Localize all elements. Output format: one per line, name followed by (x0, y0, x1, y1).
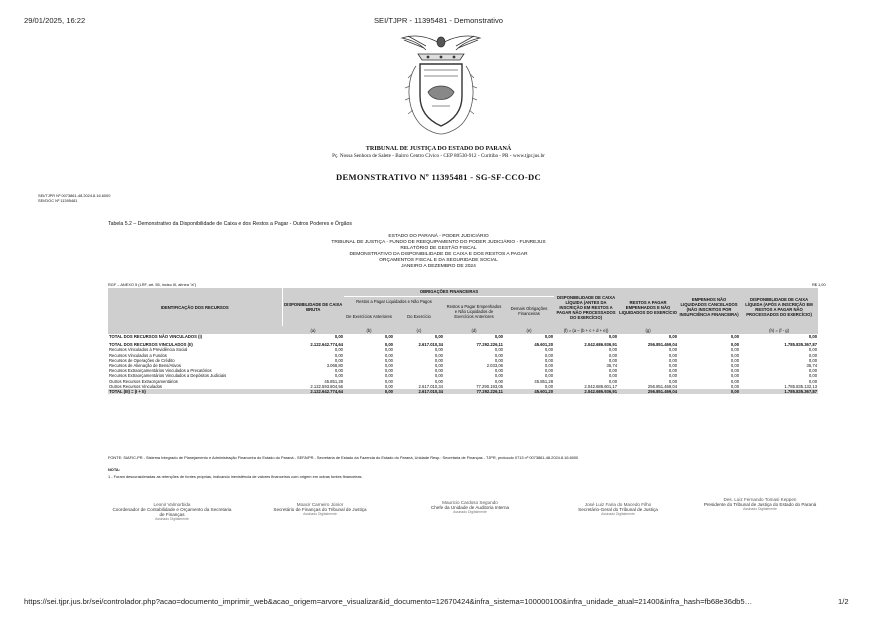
row-value: 0,00 (384, 389, 393, 395)
row-value: 0,00 (544, 363, 554, 369)
row-value: 0,00 (494, 378, 503, 384)
row-value: 0,00 (384, 368, 393, 374)
print-page-title: SEI/TJPR - 11395481 - Demonstrativo (373, 16, 503, 25)
table-row (108, 334, 818, 341)
row-value: 0,00 (730, 389, 740, 395)
row-value: 0,00 (494, 347, 503, 353)
col-code: (e) (504, 326, 554, 334)
col-header-obligations: OBRIGAÇÕES FINANCEIRAS (344, 288, 554, 296)
row-value: 0,00 (668, 373, 678, 379)
row-value: 0,00 (494, 357, 503, 363)
col-header-prev-years: De Exercícios Anteriores (344, 306, 394, 326)
row-value: 0,00 (668, 363, 678, 369)
row-value: 0,00 (384, 352, 393, 358)
col-header-other-obligations: Demais Obrigações Financeiras (504, 296, 554, 326)
coat-of-arms-emblem (398, 30, 484, 142)
row-value: 0,00 (668, 357, 678, 363)
row-value: 0,00 (544, 334, 554, 339)
report-header-line: TRIBUNAL DE JUSTIÇA - FUNDO DE REEQUIPAMENTO DO PODER JUDICIÁRIO - FUNREJUS (331, 240, 546, 245)
row-value: 0,00 (808, 357, 818, 363)
report-header-line: ESTADO DO PARANÁ - PODER JUDICIÁRIO (388, 234, 489, 239)
signatory-role: Secretário de Finanças do Tribunal de Justiça (273, 507, 367, 512)
signature-block (410, 500, 530, 514)
row-value: 0,00 (544, 357, 554, 363)
row-value: 2.122.642.774,64 (310, 342, 343, 348)
note-title: NOTA: (108, 467, 121, 472)
row-value: 0,00 (434, 352, 443, 358)
row-label: TOTAL DOS RECURSOS NÃO VINCULADOS (I) (109, 334, 203, 339)
row-label: Recursos Vinculados a Fundos (109, 352, 167, 358)
table-caption: Tabela 5.2 – Demonstrativo da Disponibilidade de Caixa e dos Restos a Pagar - Outros Poderes e Órgãos (108, 221, 352, 227)
report-header-line: DEMONSTRATIVO DA DISPONIBILIDADE DE CAIXA E DOS RESTOS A PAGAR (349, 252, 528, 257)
row-value: 0,00 (544, 368, 554, 374)
row-value: 1.785.835.367,87 (784, 389, 818, 395)
doc-ref: SEI/DOC Nº 11395481 (38, 198, 78, 203)
row-value: 0,00 (808, 347, 818, 353)
signature-status: Assinado Digitalmente (743, 507, 777, 511)
row-value: 0,00 (730, 342, 740, 348)
row-value: 1.785.835.367,87 (784, 342, 818, 348)
col-header-cancelled: EMPENHOS NÃO LIQUIDADOS CANCELADOS (NÃO INSCRITOS POR INSUFICIÊNCIA FINANCEIRA) (678, 288, 740, 326)
process-ref: SEI/TJPR Nº 0073861-48.2024.8.16.6000 (38, 193, 111, 198)
row-value: 0,00 (384, 347, 393, 353)
col-code: (f) = (a – (b + c + d + e)) (554, 326, 618, 334)
row-value: 2.033,06 (486, 363, 503, 369)
row-value: 0,00 (434, 357, 443, 363)
col-header-rp-unprocessed: RESTOS A PAGAR EMPENHADOS E NÃO LIQUIDADOS DO EXERCÍCIO (618, 288, 678, 326)
col-code (678, 326, 740, 334)
row-value: 0,00 (434, 347, 443, 353)
row-value: 0,00 (544, 373, 554, 379)
report-header-line: ORÇAMENTOS FISCAL E DA SEGURIDADE SOCIAL (379, 258, 498, 263)
row-value: 2.122.642.774,64 (310, 389, 343, 395)
note-text: 1 - Foram desconsideradas as retenções de fontes próprias, indicando inexistência de valores financeiros com origem em outras fontes financeiras. (108, 474, 363, 479)
row-value: 2.042.686.601,17 (584, 383, 618, 389)
row-value: 0,00 (730, 378, 740, 384)
row-value: 0,00 (544, 347, 554, 353)
row-value: 256.851.469,04 (647, 342, 678, 348)
report-header (250, 234, 627, 270)
row-value: 0,00 (808, 373, 818, 379)
row-value: 0,00 (434, 363, 443, 369)
row-value: 0,00 (668, 334, 678, 339)
report-header-line: JANEIRO A DEZEMBRO DE 2024 (401, 264, 476, 269)
row-value: 0,00 (808, 352, 818, 358)
row-value: 0,00 (384, 378, 393, 384)
row-value: 77.292.226,11 (476, 342, 503, 348)
row-value: 0,00 (434, 368, 443, 374)
row-value: 0,00 (608, 334, 618, 339)
row-value: 0,00 (434, 334, 443, 339)
row-value: 0,00 (730, 357, 740, 363)
row-value: 0,00 (494, 368, 503, 374)
row-value: 0,00 (668, 352, 678, 358)
row-value: 0,00 (608, 352, 618, 358)
col-code: (g) (618, 326, 678, 334)
row-value: 0,00 (808, 378, 818, 384)
col-header-net-after: DISPONIBILIDADE DE CAIXA LÍQUIDA (APÓS A INSCRIÇÃO EM RESTOS A PAGAR NÃO PROCESSADOS DO EXERCÍCIO) (740, 288, 818, 326)
row-value: 0,00 (384, 363, 393, 369)
row-value: 0,00 (730, 347, 740, 353)
row-label: Recursos de Alienação de Bens/Ativos (109, 363, 181, 369)
row-value: 45.601,20 (534, 389, 554, 395)
signatory-role: Presidente do Tribunal de Justiça do Estado do Paraná (703, 502, 817, 507)
row-value: 0,00 (730, 352, 740, 358)
currency-unit: R$ 1,00 (812, 282, 826, 287)
row-value: 2.042.686.936,91 (584, 389, 618, 395)
signatory-role: Secretário-Geral do Tribunal de Justiça (578, 507, 658, 512)
row-value: 2.122.593.804,56 (310, 383, 343, 389)
row-label: Recursos Extraorçamentários Vinculados a Precatórios (109, 368, 212, 374)
signatory-name: Leonir Valmorbida (153, 502, 191, 507)
document-title: DEMONSTRATIVO Nº 11395481 - SG-SF-CCO-DC (335, 172, 541, 182)
row-value: 0,00 (334, 347, 343, 353)
row-value: 2.617.010,34 (418, 342, 443, 348)
report-header-line: RELATÓRIO DE GESTÃO FISCAL (400, 246, 477, 251)
print-url: https://sei.tjpr.jus.br/sei/controlador.php?acao=documento_imprimir_web&acao_origem=arvore_visualizar&id_documento=12670424&infra_sistema=100000100&infra_unidade_atual=21400&infra_hash=fb68e36db5… (24, 597, 753, 606)
row-value: 0,00 (730, 368, 740, 374)
row-value: 0,00 (808, 334, 818, 339)
row-value: 0,00 (334, 334, 343, 339)
col-header-rp-liquidated: Restos a Pagar Liquidados e Não Pagos (344, 296, 444, 306)
row-value: 0,00 (384, 357, 393, 363)
row-value: 0,00 (494, 334, 503, 339)
signatory-name: Mauricio Cardoso Segundo (442, 500, 498, 505)
row-value: 0,00 (384, 342, 393, 348)
col-code: (b) (344, 326, 394, 334)
source-line: FONTE: SIAFIC-PR - Sistema Integrado de Planejamento e Administração Financeira do Estado do Paraná - SEFA/PR - Secretaria de Estado da Fazenda do Estado do Paraná, Unidade Resp.: Secretaria de Finanças - TJPR, protocolo 0713 nº 0073861-48.2024.8.16.6000 (108, 455, 579, 460)
row-value: 0,00 (334, 368, 343, 374)
row-value: 77.290.193,05 (476, 383, 503, 389)
signature-block (700, 497, 820, 511)
row-value: 0,00 (730, 383, 740, 389)
row-value: 0,00 (668, 347, 678, 353)
row-value: 0,00 (334, 357, 343, 363)
signature-block (112, 502, 232, 521)
row-value: 0,00 (384, 383, 393, 389)
signatory-role: Chefe da Unidade de Auditoria Interna (430, 505, 510, 510)
signature-status: Assinado Digitalmente (303, 512, 337, 516)
row-value: 0,00 (730, 373, 740, 379)
table-row (108, 389, 818, 394)
row-value: 45.851,28 (534, 378, 554, 384)
signatory-name: Des. Luiz Fernando Tomasi Keppen (723, 497, 797, 502)
court-address: Pç. Nossa Senhora de Salete - Bairro Centro Cívico - CEP 80530-912 - Curitiba - PR - www.tjpr.jus.br (332, 153, 545, 159)
col-header-gross: DISPONIBILIDADE DE CAIXA BRUTA (282, 288, 344, 326)
col-header-rp-unliquidated-prev: Restos a Pagar Empenhados e Não Liquidados de Exercícios Anteriores (444, 296, 504, 326)
rgf-annex: RGF – ANEXO 5 (LRF, art. 55, inciso III, alínea "a") (108, 282, 197, 287)
row-value: 0,00 (668, 368, 678, 374)
row-value: 0,00 (730, 334, 740, 339)
row-value: 0,00 (544, 383, 554, 389)
row-value: 45.601,20 (534, 342, 554, 348)
cash-availability-table (108, 288, 818, 394)
row-value: 0,00 (334, 373, 343, 379)
row-value: 0,00 (608, 347, 618, 353)
signatory-role: Coordenador de Contabilidade e Orçamento da Secretaria de Finanças (112, 507, 232, 517)
table-row (108, 341, 818, 348)
row-value: 35,74 (606, 363, 618, 369)
row-value: 0,00 (668, 378, 678, 384)
signatory-name: Moacir Carneiro Júnior (296, 502, 344, 507)
row-value: 256.851.469,04 (647, 389, 678, 395)
row-label: Recursos Extraorçamentários Vinculados a Depósitos Judiciais (109, 373, 227, 379)
row-value: 0,00 (608, 368, 618, 374)
signature-block (558, 502, 678, 516)
row-value: 0,00 (544, 352, 554, 358)
col-header-current-year: Do Exercício (394, 306, 444, 326)
row-value: 2.617.010,34 (418, 383, 443, 389)
row-label: Outros Recursos Extraorçamentários (109, 378, 178, 384)
row-label: Recursos Vinculados à Previdência Social (109, 347, 188, 353)
row-value: 256.851.469,04 (647, 383, 678, 389)
signature-block (255, 502, 385, 516)
row-value: 0,00 (730, 363, 740, 369)
col-header-identification: IDENTIFICAÇÃO DOS RECURSOS (108, 288, 282, 326)
row-value: 1.785.835.132,13 (784, 383, 818, 389)
row-value: 0,00 (608, 357, 618, 363)
court-name: TRIBUNAL DE JUSTIÇA DO ESTADO DO PARANÁ (365, 145, 512, 152)
row-value: 0,00 (494, 373, 503, 379)
row-value: 0,00 (494, 352, 503, 358)
row-value: 45.851,28 (324, 378, 343, 384)
col-code: (c) (394, 326, 444, 334)
col-code: (a) (282, 326, 344, 334)
row-value: 0,00 (808, 368, 818, 374)
row-value: 2.042.686.936,91 (584, 342, 618, 348)
col-code: (h) = (f - g) (740, 326, 818, 334)
row-value: 35,74 (806, 363, 818, 369)
row-value: 0,00 (608, 373, 618, 379)
row-value: 3.068,80 (326, 363, 343, 369)
row-label: TOTAL DOS RECURSOS VINCULADOS (II) (109, 342, 193, 348)
row-value: 2.617.010,34 (418, 389, 443, 395)
row-label: TOTAL (III) = (I + II) (109, 389, 146, 395)
row-value: 0,00 (334, 352, 343, 358)
row-value: 0,00 (384, 373, 393, 379)
row-value: 0,00 (434, 373, 443, 379)
row-value: 0,00 (608, 378, 618, 384)
row-value: 77.292.226,11 (476, 389, 503, 395)
col-code: (d) (444, 326, 504, 334)
row-value: 0,00 (434, 378, 443, 384)
print-datetime: 29/01/2025, 16:22 (24, 16, 86, 25)
col-header-net-before: DISPONIBILIDADE DE CAIXA LÍQUIDA (ANTES DA INSCRIÇÃO EM RESTOS A PAGAR NÃO PROCESSADOS DO EXERCÍCIO) (554, 288, 618, 326)
signature-status: Assinado Digitalmente (155, 517, 189, 521)
signature-status: Assinado Digitalmente (453, 510, 487, 514)
signatory-name: José Luiz Faria do Macedo Filho (584, 502, 652, 507)
row-label: Outros Recursos Vinculados (109, 383, 162, 389)
signature-status: Assinado Digitalmente (601, 512, 635, 516)
row-label: Recursos de Operações de Crédito (109, 357, 175, 363)
row-value: 0,00 (384, 334, 393, 339)
print-page-number: 1/2 (838, 597, 849, 606)
